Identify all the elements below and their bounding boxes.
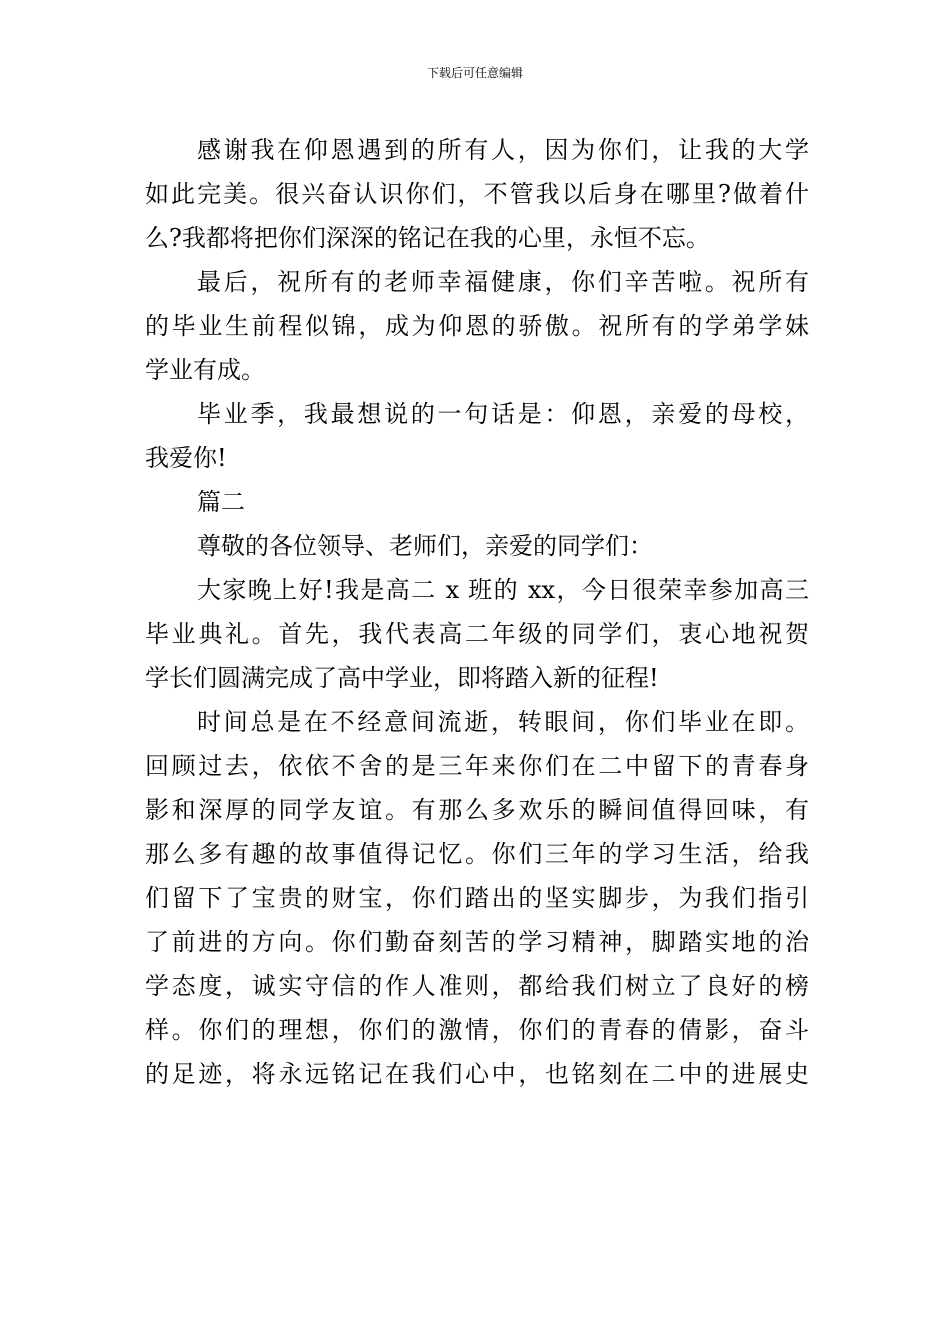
- text-line: 最后，祝所有的老师幸福健康，你们辛苦啦。祝所有: [197, 268, 809, 296]
- text-line: 感谢我在仰恩遇到的所有人，因为你们，让我的大学: [197, 136, 809, 164]
- text-line: 时间总是在不经意间流逝，转眼间，你们毕业在即。: [197, 708, 809, 736]
- text-line: 影和深厚的同学友谊。有那么多欢乐的瞬间值得回味，有: [145, 796, 809, 824]
- salutation: 尊敬的各位领导、老师们，亲爱的同学们：: [197, 532, 653, 560]
- text-line: 学态度，诚实守信的作人准则，都给我们树立了良好的榜: [145, 972, 809, 1000]
- text-line: 们留下了宝贵的财宝，你们踏出的坚实脚步，为我们指引: [145, 884, 809, 912]
- page-header: 下载后可任意编辑: [426, 66, 523, 80]
- text-line: 毕业季，我最想说的一句话是：仰恩，亲爱的母校，: [197, 400, 809, 428]
- text-line: 学业有成。: [145, 356, 265, 384]
- text-line: 我爱你!: [145, 444, 227, 472]
- text-line: 么?我都将把你们深深的铭记在我的心里，永恒不忘。: [145, 224, 710, 252]
- text-line: 学长们圆满完成了高中学业，即将踏入新的征程!: [145, 664, 659, 692]
- text-line: 如此完美。很兴奋认识你们，不管我以后身在哪里?做着什: [145, 180, 809, 208]
- text-line: 毕业典礼。首先，我代表高二年级的同学们，衷心地祝贺: [145, 620, 809, 648]
- text-line: 那么多有趣的故事值得记忆。你们三年的学习生活，给我: [145, 840, 809, 868]
- document-body: [145, 128, 809, 1096]
- text-line: 的足迹，将永远铭记在我们心中，也铭刻在二中的进展史: [145, 1060, 809, 1088]
- text-line: 回顾过去，依依不舍的是三年来你们在二中留下的青春身: [145, 752, 809, 780]
- text-line: 大家晚上好!我是高二 x 班的 xx，今日很荣幸参加高三: [197, 576, 809, 604]
- section-heading: 篇二: [197, 488, 245, 516]
- text-line: 的毕业生前程似锦，成为仰恩的骄傲。祝所有的学弟学妹: [145, 312, 809, 340]
- text-line: 了前进的方向。你们勤奋刻苦的学习精神，脚踏实地的治: [145, 928, 809, 956]
- text-line: 样。你们的理想，你们的激情，你们的青春的倩影，奋斗: [145, 1016, 809, 1044]
